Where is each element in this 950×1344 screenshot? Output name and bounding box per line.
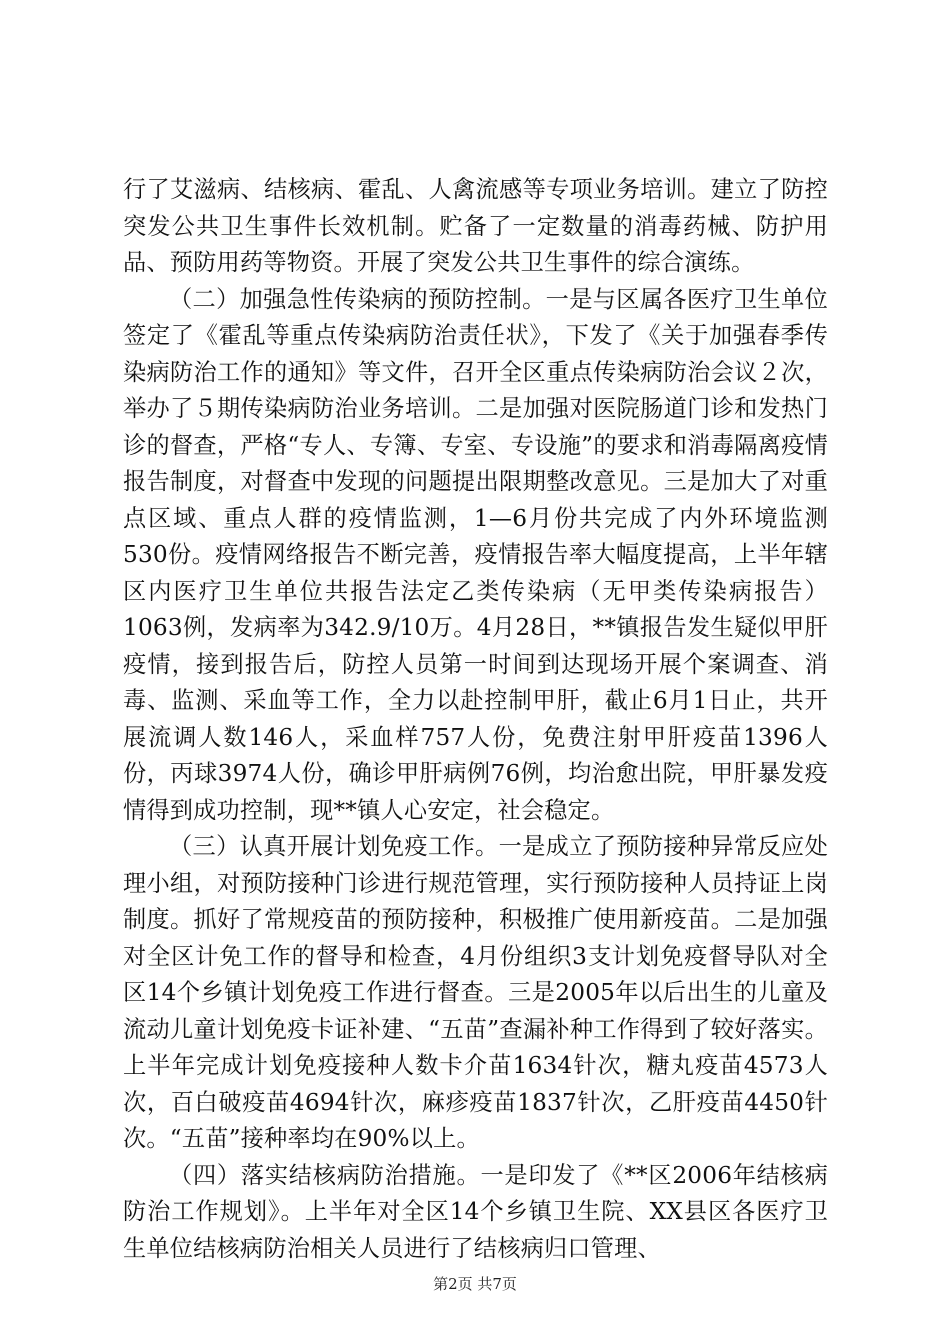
page-footer: 第2页 共7页 <box>433 1275 517 1293</box>
document-body <box>123 172 828 1267</box>
paragraph-immunization: （三）认真开展计划免疫工作。一是成立了预防接种异常反应处理小组，对预防接种门诊进行规范管理，实行预防接种人员持证上岗制度。抓好了常规疫苗的预防接种，积极推广使用新疫苗。二是加强对全区计免工作的督导和检查，4月份组织3支计划免疫督导队对全区14个乡镇计划免疫工作进行督查。三是2005年以后出生的儿童及流动儿童计划免疫卡证补建、“五苗”查漏补种工作得到了较好落实。上半年完成计划免疫接种人数卡介苗1634针次，糖丸疫苗4573人次，百白破疫苗4694针次，麻疹疫苗1837针次，乙肝疫苗4450针次。“五苗”接种率均在90%以上。 <box>123 833 828 1152</box>
paragraph-training-continuation: 行了艾滋病、结核病、霍乱、人禽流感等专项业务培训。建立了防控突发公共卫生事件长效机制。贮备了一定数量的消毒药械、防护用品、预防用药等物资。开展了突发公共卫生事件的综合演练。 <box>123 176 828 276</box>
paragraph-acute-infectious-disease: （二）加强急性传染病的预防控制。一是与区属各医疗卫生单位签定了《霍乱等重点传染病防治责任状》，下发了《关于加强春季传染病防治工作的通知》等文件，召开全区重点传染病防治会议２次，举办了５期传染病防治业务培训。二是加强对医院肠道门诊和发热门诊的督查，严格“专人、专簿、专室、专设施”的要求和消毒隔离疫情报告制度，对督查中发现的问题提出限期整改意见。三是加大了对重点区域、重点人群的疫情监测，1—6月份共完成了内外环境监测530份。疫情网络报告不断完善，疫情报告率大幅度提高，上半年辖区内医疗卫生单位共报告法定乙类传染病（无甲类传染病报告）1063例，发病率为342.9/10万。4月28日，**镇报告发生疑似甲肝疫情，接到报告后，防控人员第一时间到达现场开展个案调查、消毒、监测、采血等工作，全力以赴控制甲肝，截止6月1日止，共开展流调人数146人，采血样757人份，免费注射甲肝疫苗1396人份，丙球3974人份，确诊甲肝病例76例，均治愈出院，甲肝暴发疫情得到成功控制，现**镇人心安定，社会稳定。 <box>123 285 828 824</box>
paragraph-tuberculosis: （四）落实结核病防治措施。一是印发了《**区2006年结核病防治工作规划》。上半年对全区14个乡镇卫生院、XX县区各医疗卫生单位结核病防治相关人员进行了结核病归口管理、 <box>123 1161 828 1262</box>
